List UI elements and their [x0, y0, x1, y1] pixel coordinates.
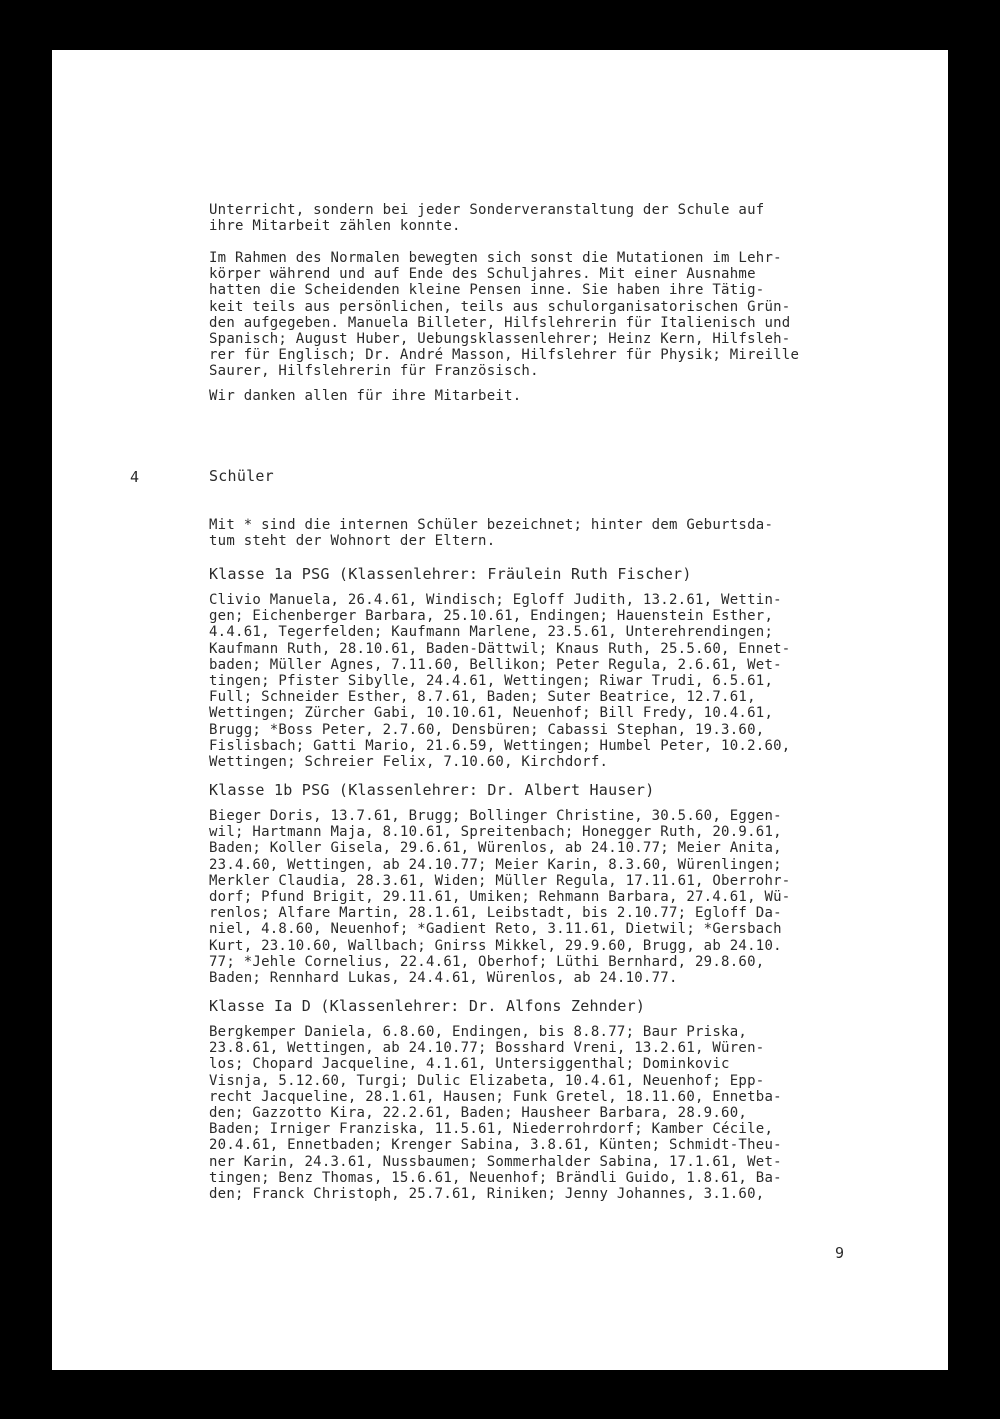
section-title: Schüler — [209, 467, 274, 485]
class-student-list-1b: Bieger Doris, 13.7.61, Brugg; Bollinger Christine, 30.5.60, Eggen- wil; Hartmann Maja, 8.10.61, Spreitenbach; Honegger Ruth, 20.9.61, Baden; Koller Gisela, 29.6.61, Würenlos, ab 24.10.77; Meier Anita, 23.4.60, Wettingen, ab 24.10.77; Meier Karin, 8.3.60, Würenlingen; Merkler Claudia, 28.3.61, Widen; Müller Regula, 17.11.61, Oberrohr- dorf; Pfund Brigit, 29.11.61, Umiken; Rehmann Barbara, 27.4.61, Wü- renlos; Alfare Martin, 28.1.61, Leibstadt, bis 2.10.77; Egloff Da- niel, 4.8.60, Neuenhof; *Gadient Reto, 3.11.61, Dietwil; *Gersbach Kurt, 23.10.60, Wallbach; Gnirss Mikkel, 29.9.60, Brugg, ab 24.10. 77; *Jehle Cornelius, 22.4.61, Oberhof; Lüthi Bernhard, 29.8.60, Baden; Rennhard Lukas, 24.4.61, Würenlos, ab 24.10.77. — [209, 808, 791, 987]
class-student-list-Ia: Bergkemper Daniela, 6.8.60, Endingen, bis 8.8.77; Baur Priska, 23.8.61, Wettingen, ab 24.10.77; Bosshard Vreni, 13.2.61, Würen- los; Chopard Jacqueline, 4.1.61, Untersiggenthal; Dominkovic Visnja, 5.12.60, Turgi; Dulic Elizabeta, 10.4.61, Neuenhof; Epp- recht Jacqueline, 28.1.61, Hausen; Funk Gretel, 18.11.60, Ennetba- den; Gazzotto Kira, 22.2.61, Baden; Hausheer Barbara, 28.9.60, Baden; Irniger Franziska, 11.5.61, Niederrohrdorf; Kamber Cécile, 20.4.61, Ennetbaden; Krenger Sabina, 3.8.61, Künten; Schmidt-Theu- ner Karin, 24.3.61, Nussbaumen; Sommerhalder Sabina, 17.1.61, Wet- tingen; Benz Thomas, 15.6.61, Neuenhof; Brändli Guido, 1.8.61, Ba- den; Franck Christoph, 25.7.61, Riniken; Jenny Johannes, 3.1.60, — [209, 1024, 782, 1203]
document-page — [52, 50, 948, 1370]
staff-mutations-paragraph: Im Rahmen des Normalen bewegten sich sonst die Mutationen im Lehr- körper während und auf Ende des Schuljahres. Mit einer Ausnahme hatten die Scheidenden kleine Pensen inne. Sie haben ihre Tätig- keit teils aus persönlichen, teils aus schulorganisatorischen Grün- den aufgegeben. Manuela Billeter, Hilfslehrerin für Italienisch und Spanisch; August Huber, Uebungsklassenlehrer; Heinz Kern, Hilfsleh- rer für Englisch; Dr. André Masson, Hilfslehrer für Physik; Mireille Saurer, Hilfslehrerin für Französisch. — [209, 250, 800, 380]
class-heading-Ia: Klasse Ia D (Klassenlehrer: Dr. Alfons Zehnder) — [209, 997, 646, 1015]
class-student-list-1a: Clivio Manuela, 26.4.61, Windisch; Egloff Judith, 13.2.61, Wettin- gen; Eichenberger Barbara, 25.10.61, Endingen; Hauenstein Esther, 4.4.61, Tegerfelden; Kaufmann Marlene, 23.5.61, Unterehrendingen; Kaufmann Ruth, 28.10.61, Baden-Dättwil; Knaus Ruth, 25.5.60, Ennet- baden; Müller Agnes, 7.11.60, Bellikon; Peter Regula, 2.6.61, Wet- tingen; Pfister Sibylle, 24.4.61, Wettingen; Riwar Trudi, 6.5.61, Full; Schneider Esther, 8.7.61, Baden; Suter Beatrice, 12.7.61, Wettingen; Zürcher Gabi, 10.10.61, Neuenhof; Bill Fredy, 10.4.61, Brugg; *Boss Peter, 2.7.60, Densbüren; Cabassi Stephan, 19.3.60, Fislisbach; Gatti Mario, 21.6.59, Wettingen; Humbel Peter, 10.2.60, Wettingen; Schreier Felix, 7.10.60, Kirchdorf. — [209, 592, 791, 771]
page-number: 9 — [835, 1244, 845, 1262]
class-heading-1b: Klasse 1b PSG (Klassenlehrer: Dr. Albert Hauser) — [209, 781, 655, 799]
intro-continuation: Unterricht, sondern bei jeder Sonderveranstaltung der Schule auf ihre Mitarbeit zählen konnte. — [209, 202, 765, 235]
class-heading-1a: Klasse 1a PSG (Klassenlehrer: Fräulein Ruth Fischer) — [209, 565, 692, 583]
section-note: Mit * sind die internen Schüler bezeichnet; hinter dem Geburtsda- tum steht der Wohnort der Eltern. — [209, 517, 774, 550]
section-number: 4 — [130, 468, 140, 486]
thanks-paragraph: Wir danken allen für ihre Mitarbeit. — [209, 388, 522, 404]
